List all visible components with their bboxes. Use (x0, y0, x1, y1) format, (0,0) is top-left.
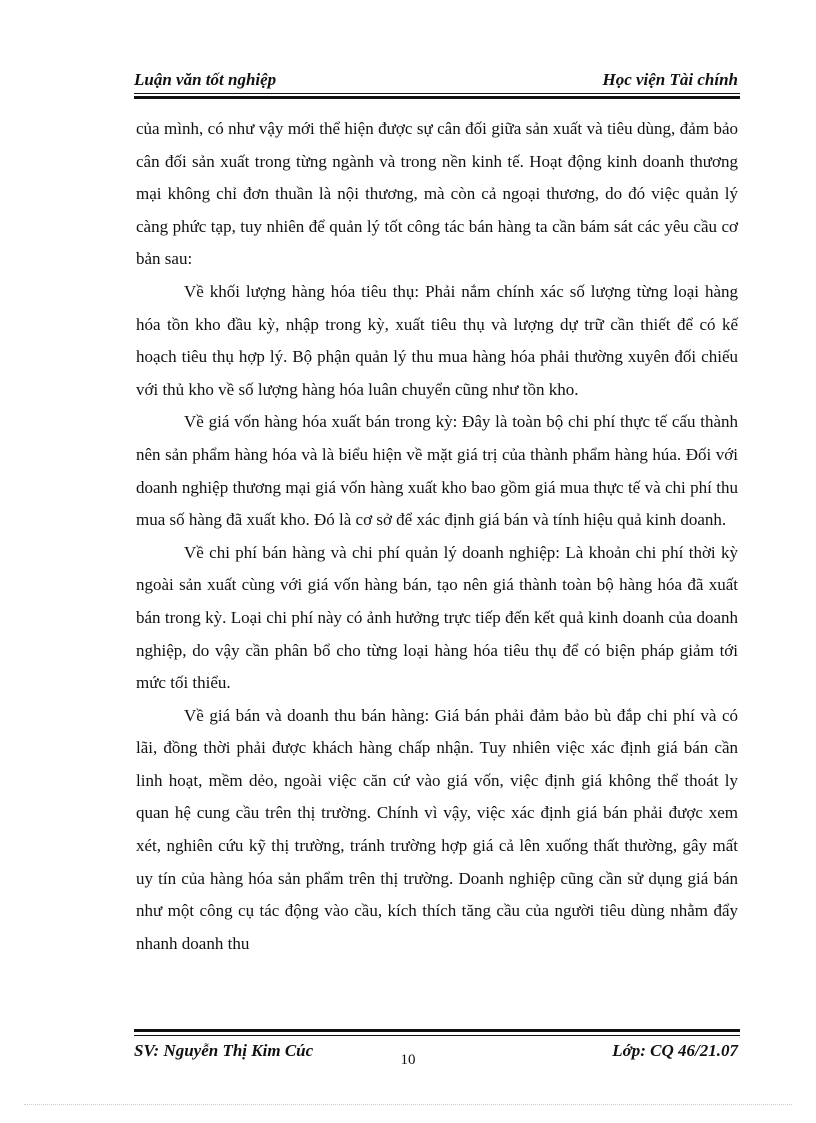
header-rule-thin (134, 93, 740, 94)
paragraph-sales-volume: Về khối lượng hàng hóa tiêu thụ: Phải nắm chính xác số lượng từng loại hàng hóa tồn kho đầu kỳ, nhập trong kỳ, xuất tiêu thụ và lượng dự trữ cần thiết để có kế hoạch tiêu thụ hợp lý. Bộ phận quản lý thu mua hàng hóa phải thường xuyên đối chiếu với thủ kho về số lượng hàng hóa luân chuyển cũng như tồn kho. (136, 281, 738, 399)
header-thesis-label: Luận văn tốt nghiệp (134, 70, 277, 89)
page-edge-divider (24, 1104, 792, 1105)
footer-student-name: SV: Nguyễn Thị Kim Cúc (134, 1041, 314, 1060)
footer-rule-thick (134, 1029, 740, 1032)
page-header (134, 70, 738, 92)
paragraph-price-revenue: Về giá bán và doanh thu bán hàng: Giá bán phải đảm bảo bù đắp chi phí và có lãi, đồng thời phải được khách hàng chấp nhận. Tuy nhiên việc xác định giá bán cần linh hoạt, mềm dẻo, ngoài việc căn cứ vào giá vốn, việc định giá không thể thoát ly quan hệ cung cầu trên thị trường. Chính vì vậy, việc xác định giá bán phải được xem xét, nghiên cứu kỹ thị trường, tránh trường hợp giá cả lên xuống thất thường, gây mất uy tín của hàng hóa sản phẩm trên thị trường. Doanh nghiệp cũng cần sử dụng giá bán như một công cụ tác động vào cầu, kích thích tăng cầu của người tiêu dùng nhằm đẩy nhanh doanh thu (136, 705, 738, 953)
paragraph-cost-of-goods: Về giá vốn hàng hóa xuất bán trong kỳ: Đây là toàn bộ chi phí thực tế cấu thành nên sản phẩm hàng hóa và là biểu hiện về mặt giá trị của thành phẩm hàng húa. Đối với doanh nghiệp thương mại giá vốn hàng xuất kho bao gồm giá mua thực tế và chi phí thu mua số hàng đã xuất kho. Đó là cơ sở để xác định giá bán và tính hiệu quả kinh doanh. (136, 412, 738, 530)
header-rule-thick (134, 96, 740, 99)
footer-rule-thin (134, 1035, 740, 1036)
body-text (136, 113, 738, 960)
paragraph-selling-admin-costs: Về chi phí bán hàng và chi phí quản lý doanh nghiệp: Là khoản chi phí thời kỳ ngoài sản xuất cùng với giá vốn hàng bán, tạo nên giá thành toàn bộ hàng hóa đã xuất bán trong kỳ. Loại chi phí này có ảnh hưởng trực tiếp đến kết quả kinh doanh của doanh nghiệp, do vậy cần phân bổ cho từng loại hàng hóa tiêu thụ để có biện pháp giảm tới mức tối thiểu. (136, 542, 738, 693)
footer-class-code: Lớp: CQ 46/21.07 (612, 1041, 738, 1060)
paragraph-continuation: của mình, có như vậy mới thể hiện được sự cân đối giữa sản xuất và tiêu dùng, đảm bảo cân đối sản xuất trong từng ngành và trong nền kinh tế. Hoạt động kinh doanh thương mại không chỉ đơn thuần là nội thương, mà còn cả ngoại thương, do đó việc quản lý càng phức tạp, tuy nhiên để quản lý tốt công tác bán hàng ta cần bám sát các yêu cầu cơ bản sau: (136, 119, 738, 269)
header-institution-label: Học viện Tài chính (602, 70, 738, 89)
page-number: 10 (400, 1052, 416, 1068)
